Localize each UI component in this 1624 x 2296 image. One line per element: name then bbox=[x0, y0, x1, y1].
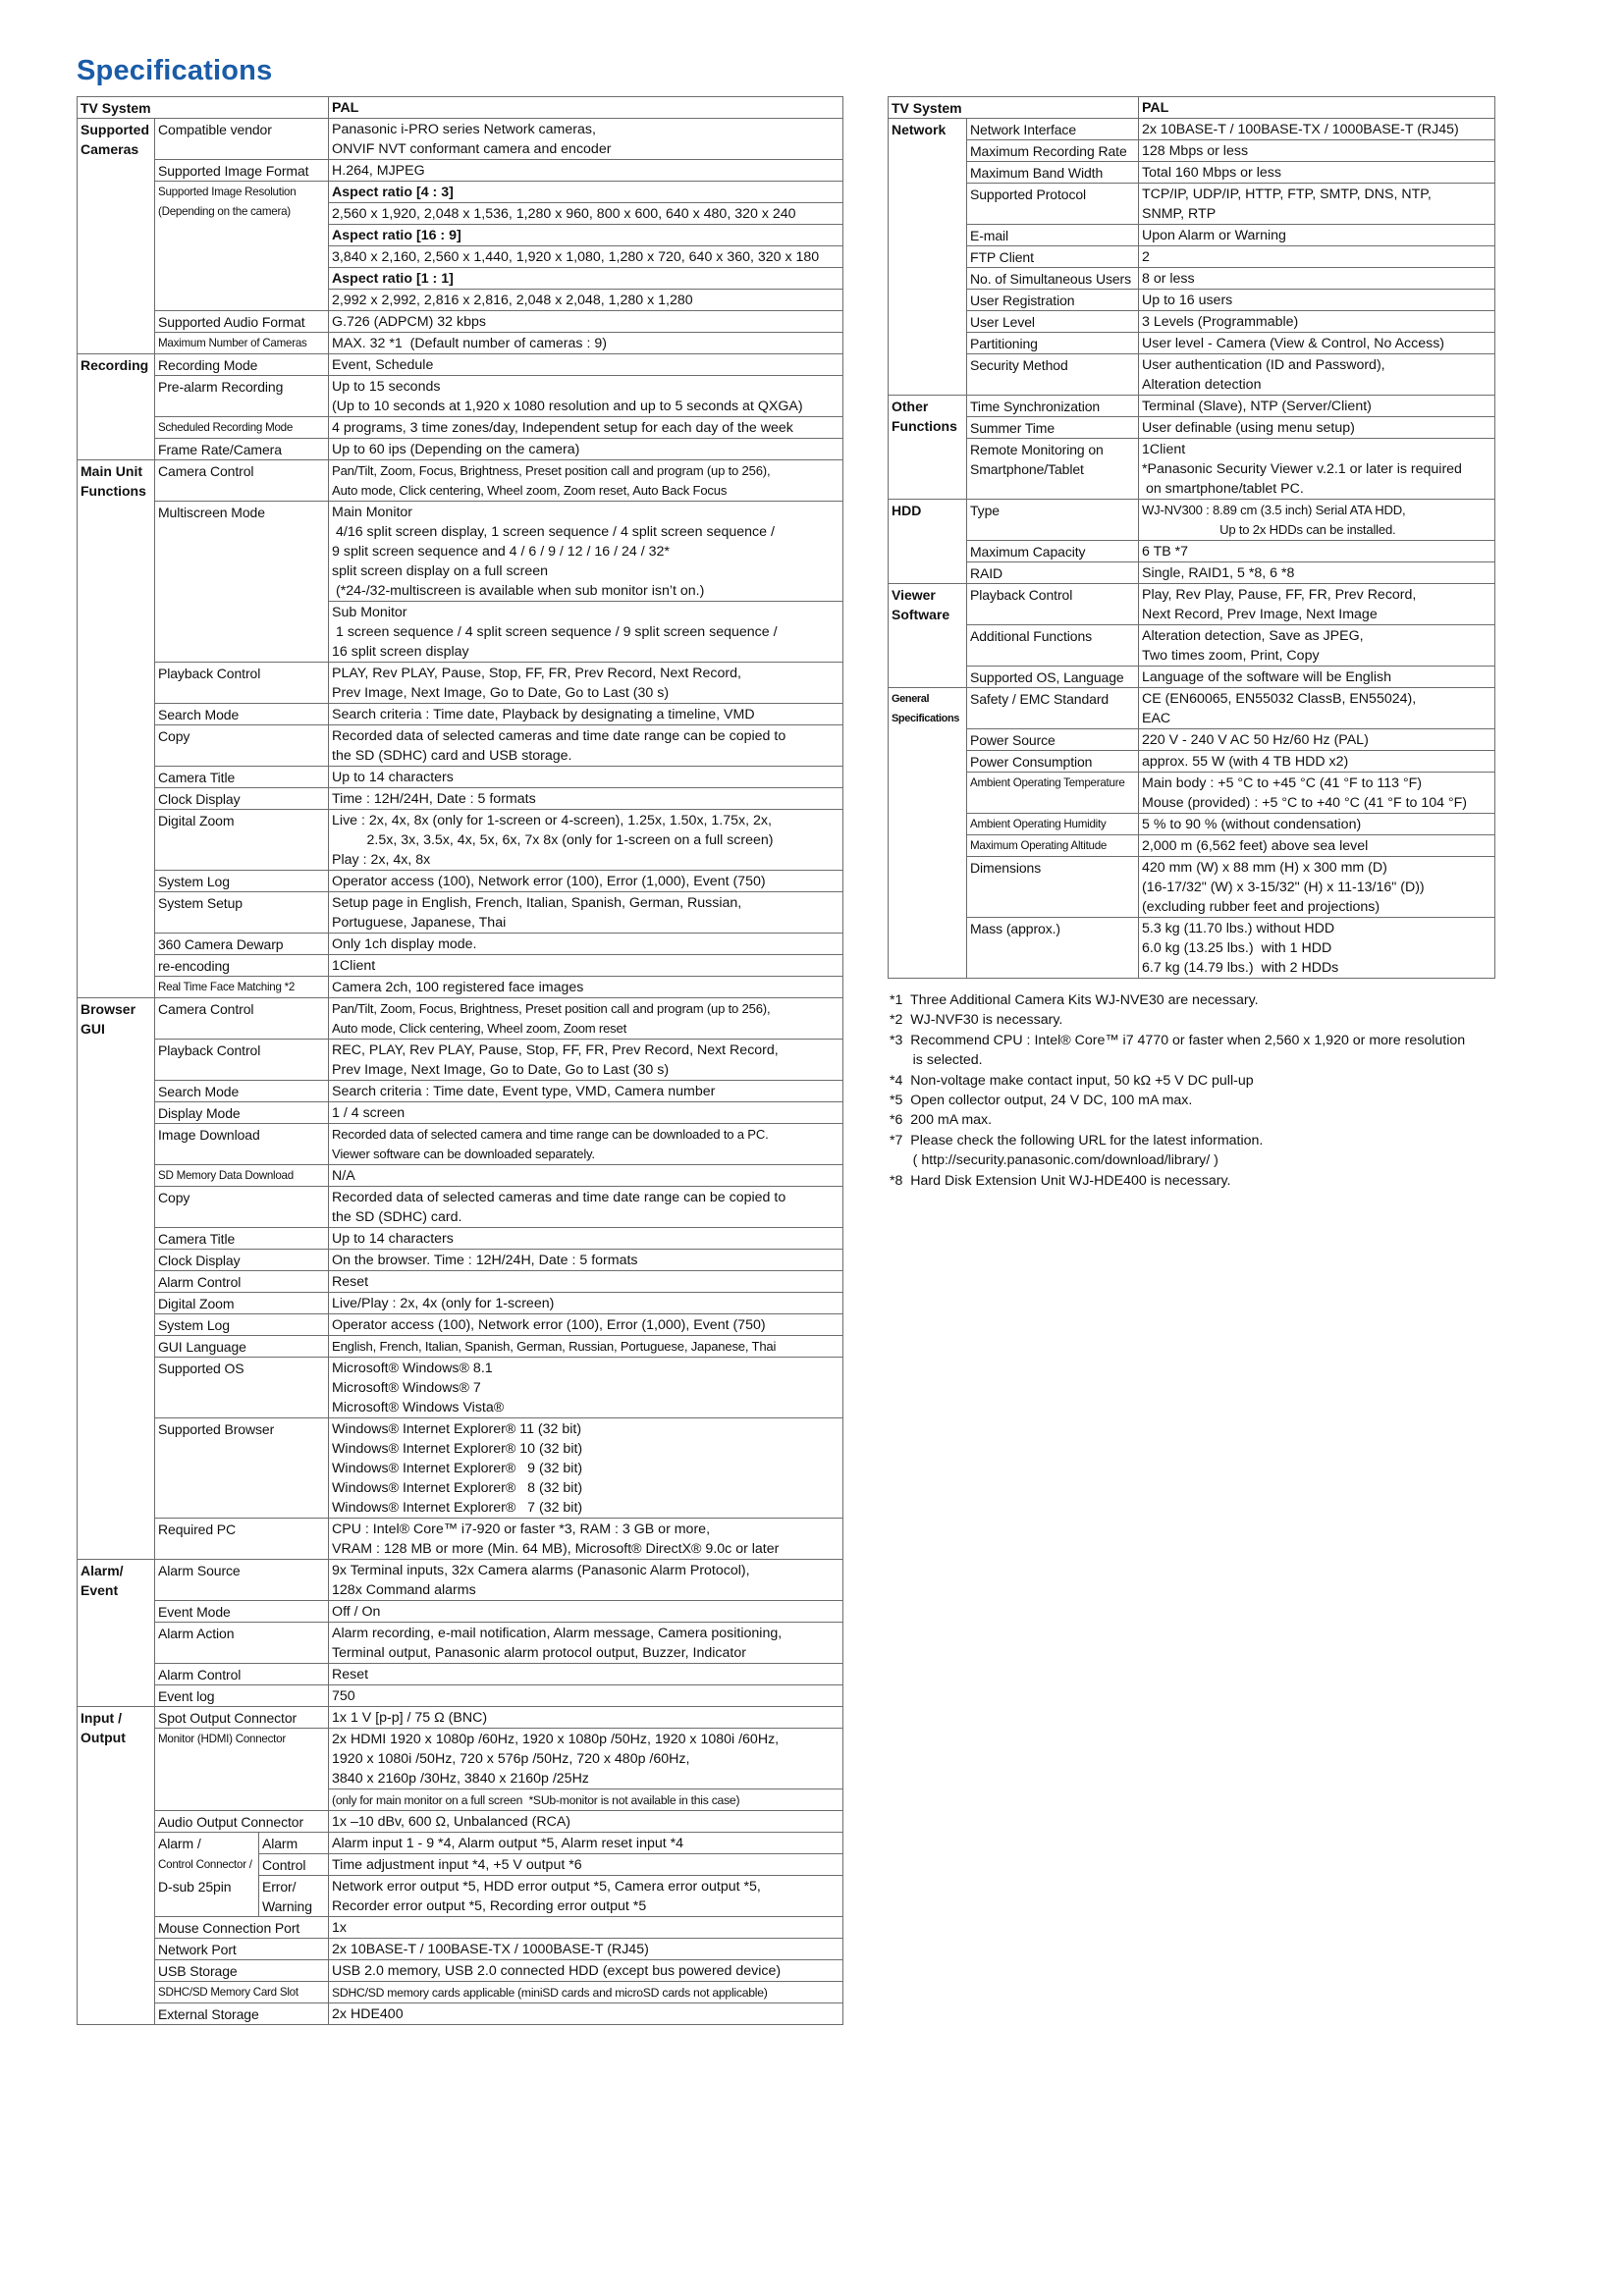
spec-label: Real Time Face Matching *2 bbox=[155, 977, 329, 998]
spec-row bbox=[78, 1250, 843, 1271]
spec-value: Aspect ratio [4 : 3] bbox=[329, 182, 843, 203]
tv-system-label: TV System bbox=[78, 97, 329, 119]
spec-row bbox=[78, 1601, 843, 1623]
page-title: Specifications bbox=[77, 55, 273, 86]
footnote: *7 Please check the following URL for the latest information. ( http://security.panasonic.com/download/library/ ) bbox=[890, 1132, 1264, 1169]
spec-row bbox=[78, 460, 843, 502]
spec-value: 2x HDE400 bbox=[329, 2003, 843, 2025]
spec-row bbox=[78, 1876, 843, 1917]
spec-label: Security Method bbox=[967, 354, 1139, 396]
spec-row bbox=[78, 1960, 843, 1982]
spec-label: USB Storage bbox=[155, 1960, 329, 1982]
footnotes bbox=[890, 990, 1498, 1191]
spec-label: Copy bbox=[155, 725, 329, 767]
spec-label: Power Source bbox=[967, 729, 1139, 751]
spec-label: Multiscreen Mode bbox=[155, 502, 329, 663]
spec-value: TCP/IP, UDP/IP, HTTP, FTP, SMTP, DNS, NTP, SNMP, RTP bbox=[1139, 184, 1495, 225]
spec-label: Maximum Operating Altitude bbox=[967, 835, 1139, 857]
spec-value: Up to 14 characters bbox=[329, 767, 843, 788]
spec-label: Playback Control bbox=[155, 1040, 329, 1081]
spec-value: Alarm input 1 - 9 *4, Alarm output *5, Alarm reset input *4 bbox=[329, 1833, 843, 1854]
spec-label: 360 Camera Dewarp bbox=[155, 934, 329, 955]
spec-label: Event log bbox=[155, 1685, 329, 1707]
spec-row bbox=[889, 541, 1495, 562]
spec-value: Off / On bbox=[329, 1601, 843, 1623]
spec-label: Partitioning bbox=[967, 333, 1139, 354]
spec-label: Time Synchronization bbox=[967, 396, 1139, 417]
footnote: *1 Three Additional Camera Kits WJ-NVE30 are necessary. bbox=[890, 992, 1259, 1008]
spec-value: Upon Alarm or Warning bbox=[1139, 225, 1495, 246]
spec-row bbox=[78, 119, 843, 160]
spec-row bbox=[78, 311, 843, 333]
connector-sub-label: Alarm bbox=[259, 1833, 329, 1854]
spec-row bbox=[78, 1358, 843, 1418]
spec-value: Alteration detection, Save as JPEG, Two times zoom, Print, Copy bbox=[1139, 625, 1495, 667]
spec-value: Operator access (100), Network error (100), Error (1,000), Event (750) bbox=[329, 1314, 843, 1336]
spec-row bbox=[78, 1664, 843, 1685]
spec-value: 1Client bbox=[329, 955, 843, 977]
spec-row bbox=[889, 268, 1495, 290]
spec-row bbox=[78, 1729, 843, 1789]
spec-value: Recorded data of selected cameras and time date range can be copied to the SD (SDHC) card and USB storage. bbox=[329, 725, 843, 767]
spec-value: 5.3 kg (11.70 lbs.) without HDD 6.0 kg (13.25 lbs.) with 1 HDD 6.7 kg (14.79 lbs.) with 2 HDDs bbox=[1139, 918, 1495, 979]
spec-value: Pan/Tilt, Zoom, Focus, Brightness, Preset position call and program (up to 256), Auto mode, Click centering, Wheel zoom, Zoom reset, Auto Back Focus bbox=[329, 460, 843, 502]
spec-row bbox=[78, 1124, 843, 1165]
spec-value: WJ-NV300 : 8.89 cm (3.5 inch) Serial ATA HDD, Up to 2x HDDs can be installed. bbox=[1139, 500, 1495, 541]
spec-value: 2x 10BASE-T / 100BASE-TX / 1000BASE-T (RJ45) bbox=[329, 1939, 843, 1960]
spec-row bbox=[78, 1623, 843, 1664]
spec-row bbox=[78, 788, 843, 810]
connector-group-label: Control Connector / bbox=[155, 1854, 259, 1876]
spec-value: CPU : Intel® Core™ i7-920 or faster *3, RAM : 3 GB or more, VRAM : 128 MB or more (Min. 64 MB), Microsoft® DirectX® 9.0c or later bbox=[329, 1519, 843, 1560]
spec-value: 9x Terminal inputs, 32x Camera alarms (Panasonic Alarm Protocol), 128x Command alarms bbox=[329, 1560, 843, 1601]
spec-value: 2x 10BASE-T / 100BASE-TX / 1000BASE-T (RJ45) bbox=[1139, 119, 1495, 140]
spec-label: Compatible vendor bbox=[155, 119, 329, 160]
spec-value: 420 mm (W) x 88 mm (H) x 300 mm (D) (16-17/32" (W) x 3-15/32" (H) x 11-13/16" (D)) (excluding rubber feet and projections) bbox=[1139, 857, 1495, 918]
spec-row bbox=[78, 417, 843, 439]
footnote: *3 Recommend CPU : Intel® Core™ i7 4770 or faster when 2,560 x 1,920 or more resolution is selected. bbox=[890, 1032, 1466, 1069]
spec-label: Ambient Operating Humidity bbox=[967, 814, 1139, 835]
connector-sub-label: Error/ Warning bbox=[259, 1876, 329, 1917]
spec-row bbox=[78, 1187, 843, 1228]
spec-row bbox=[889, 290, 1495, 311]
spec-row bbox=[889, 814, 1495, 835]
spec-value: Time adjustment input *4, +5 V output *6 bbox=[329, 1854, 843, 1876]
spec-value: Live/Play : 2x, 4x (only for 1-screen) bbox=[329, 1293, 843, 1314]
spec-row bbox=[889, 417, 1495, 439]
left-spec-table bbox=[77, 96, 843, 2025]
spec-row bbox=[889, 225, 1495, 246]
spec-row bbox=[889, 688, 1495, 729]
spec-row bbox=[889, 857, 1495, 918]
connector-sub-label: Control bbox=[259, 1854, 329, 1876]
spec-label: Image Download bbox=[155, 1124, 329, 1165]
spec-value: Play, Rev Play, Pause, FF, FR, Prev Record, Next Record, Prev Image, Next Image bbox=[1139, 584, 1495, 625]
spec-value: CE (EN60065, EN55032 ClassB, EN55024), EAC bbox=[1139, 688, 1495, 729]
spec-label: Spot Output Connector bbox=[155, 1707, 329, 1729]
tv-system-label: TV System bbox=[889, 97, 1139, 119]
spec-row bbox=[889, 584, 1495, 625]
spec-row bbox=[78, 1982, 843, 2003]
spec-row bbox=[78, 1228, 843, 1250]
spec-value: 1x –10 dBv, 600 Ω, Unbalanced (RCA) bbox=[329, 1811, 843, 1833]
spec-value: 8 or less bbox=[1139, 268, 1495, 290]
spec-row bbox=[78, 439, 843, 460]
spec-value: 3,840 x 2,160, 2,560 x 1,440, 1,920 x 1,080, 1,280 x 720, 640 x 360, 320 x 180 bbox=[329, 246, 843, 268]
connector-group-label: D-sub 25pin bbox=[155, 1876, 259, 1917]
spec-label: Summer Time bbox=[967, 417, 1139, 439]
spec-value: Search criteria : Time date, Event type, VMD, Camera number bbox=[329, 1081, 843, 1102]
spec-row bbox=[78, 1560, 843, 1601]
spec-value: Windows® Internet Explorer® 11 (32 bit) Windows® Internet Explorer® 10 (32 bit) Windows® Internet Explorer® 9 (32 bit) Windows® Internet Explorer® 8 (32 bit) Windows® Internet Explorer® 7 (32 bit) bbox=[329, 1418, 843, 1519]
spec-value: Sub Monitor 1 screen sequence / 4 split screen sequence / 9 split screen sequence / 16 split screen display bbox=[329, 602, 843, 663]
tv-system-value: PAL bbox=[329, 97, 843, 119]
spec-label: Safety / EMC Standard bbox=[967, 688, 1139, 729]
spec-value: MAX. 32 *1 (Default number of cameras : 9) bbox=[329, 333, 843, 354]
spec-label: Search Mode bbox=[155, 704, 329, 725]
spec-label: User Level bbox=[967, 311, 1139, 333]
spec-row bbox=[78, 977, 843, 998]
spec-value: 2,560 x 1,920, 2,048 x 1,536, 1,280 x 960, 800 x 600, 640 x 480, 320 x 240 bbox=[329, 203, 843, 225]
spec-value: Reset bbox=[329, 1664, 843, 1685]
spec-row bbox=[889, 119, 1495, 140]
spec-value: G.726 (ADPCM) 32 kbps bbox=[329, 311, 843, 333]
spec-label: Frame Rate/Camera bbox=[155, 439, 329, 460]
spec-value: 5 % to 90 % (without condensation) bbox=[1139, 814, 1495, 835]
spec-row bbox=[78, 354, 843, 376]
spec-row bbox=[78, 767, 843, 788]
spec-value: Network error output *5, HDD error output *5, Camera error output *5, Recorder error output *5, Recording error output *5 bbox=[329, 1876, 843, 1917]
spec-row bbox=[78, 1418, 843, 1519]
spec-row bbox=[78, 934, 843, 955]
spec-label: Supported OS, Language bbox=[967, 667, 1139, 688]
spec-value: Up to 60 ips (Depending on the camera) bbox=[329, 439, 843, 460]
footnote: *8 Hard Disk Extension Unit WJ-HDE400 is necessary. bbox=[890, 1172, 1231, 1189]
spec-value: 1Client *Panasonic Security Viewer v.2.1 or later is required on smartphone/tablet PC. bbox=[1139, 439, 1495, 500]
spec-row bbox=[78, 1519, 843, 1560]
spec-row bbox=[889, 751, 1495, 773]
spec-row bbox=[889, 439, 1495, 500]
spec-row bbox=[889, 918, 1495, 979]
spec-label: FTP Client bbox=[967, 246, 1139, 268]
category-label: Alarm/ Event bbox=[78, 1560, 155, 1707]
spec-value: USB 2.0 memory, USB 2.0 connected HDD (except bus powered device) bbox=[329, 1960, 843, 1982]
spec-value: English, French, Italian, Spanish, German, Russian, Portuguese, Japanese, Thai bbox=[329, 1336, 843, 1358]
spec-row bbox=[78, 1271, 843, 1293]
spec-value: Main Monitor 4/16 split screen display, 1 screen sequence / 4 split screen sequence / 9 split screen sequence and 4 / 6 / 9 / 12 / 16 / 24 / 32* split screen display on a full screen (*24-/32-multiscreen is available when sub monitor isn’t on.) bbox=[329, 502, 843, 602]
spec-label: RAID bbox=[967, 562, 1139, 584]
spec-value: 3 Levels (Programmable) bbox=[1139, 311, 1495, 333]
footnote: *4 Non-voltage make contact input, 50 kΩ +5 V DC pull-up bbox=[890, 1072, 1254, 1089]
spec-label: Type bbox=[967, 500, 1139, 541]
spec-label: Digital Zoom bbox=[155, 1293, 329, 1314]
spec-label: Camera Title bbox=[155, 1228, 329, 1250]
category-label: General Specifications bbox=[889, 688, 967, 979]
spec-value: Aspect ratio [16 : 9] bbox=[329, 225, 843, 246]
spec-row bbox=[78, 502, 843, 602]
spec-row bbox=[78, 1040, 843, 1081]
spec-value: Search criteria : Time date, Playback by designating a timeline, VMD bbox=[329, 704, 843, 725]
spec-value: Up to 14 characters bbox=[329, 1228, 843, 1250]
spec-label: Supported Image Resolution (Depending on the camera) bbox=[155, 182, 329, 311]
spec-label: External Storage bbox=[155, 2003, 329, 2025]
spec-row bbox=[889, 162, 1495, 184]
spec-value: approx. 55 W (with 4 TB HDD x2) bbox=[1139, 751, 1495, 773]
spec-row bbox=[889, 625, 1495, 667]
category-label: Input / Output bbox=[78, 1707, 155, 2025]
connector-group-label: Alarm / bbox=[155, 1833, 259, 1854]
category-label: Supported Cameras bbox=[78, 119, 155, 354]
spec-label: Supported Protocol bbox=[967, 184, 1139, 225]
spec-value: 2,000 m (6,562 feet) above sea level bbox=[1139, 835, 1495, 857]
spec-value: Language of the software will be English bbox=[1139, 667, 1495, 688]
spec-value: User definable (using menu setup) bbox=[1139, 417, 1495, 439]
spec-row bbox=[889, 729, 1495, 751]
spec-label: Event Mode bbox=[155, 1601, 329, 1623]
spec-row bbox=[889, 140, 1495, 162]
spec-label: Scheduled Recording Mode bbox=[155, 417, 329, 439]
spec-label: Camera Control bbox=[155, 998, 329, 1040]
spec-label: Search Mode bbox=[155, 1081, 329, 1102]
spec-value: Alarm recording, e-mail notification, Alarm message, Camera positioning, Terminal output, Panasonic alarm protocol output, Buzzer, Indicator bbox=[329, 1623, 843, 1664]
spec-label: Network Interface bbox=[967, 119, 1139, 140]
spec-row bbox=[78, 892, 843, 934]
spec-row bbox=[78, 333, 843, 354]
spec-value: Terminal (Slave), NTP (Server/Client) bbox=[1139, 396, 1495, 417]
spec-label: Ambient Operating Temperature bbox=[967, 773, 1139, 814]
spec-value: 220 V - 240 V AC 50 Hz/60 Hz (PAL) bbox=[1139, 729, 1495, 751]
spec-label: Maximum Band Width bbox=[967, 162, 1139, 184]
spec-value: REC, PLAY, Rev PLAY, Pause, Stop, FF, FR, Prev Record, Next Record, Prev Image, Next Image, Go to Date, Go to Last (30 s) bbox=[329, 1040, 843, 1081]
spec-row bbox=[78, 1917, 843, 1939]
spec-label: Power Consumption bbox=[967, 751, 1139, 773]
category-label: Network bbox=[889, 119, 967, 396]
spec-value: 1 / 4 screen bbox=[329, 1102, 843, 1124]
footnote: *6 200 mA max. bbox=[890, 1112, 993, 1129]
spec-row bbox=[78, 160, 843, 182]
spec-label: Digital Zoom bbox=[155, 810, 329, 871]
spec-label: Alarm Source bbox=[155, 1560, 329, 1601]
spec-row bbox=[78, 1314, 843, 1336]
category-label: Recording bbox=[78, 354, 155, 460]
footnote: *5 Open collector output, 24 V DC, 100 mA max. bbox=[890, 1093, 1193, 1109]
spec-value: Recorded data of selected cameras and time date range can be copied to the SD (SDHC) card. bbox=[329, 1187, 843, 1228]
spec-row bbox=[78, 376, 843, 417]
spec-value: Live : 2x, 4x, 8x (only for 1-screen or 4-screen), 1.25x, 1.50x, 1.75x, 2x, 2.5x, 3x, 3.5x, 4x, 5x, 6x, 7x 8x (only for 1-screen on a full screen) Play : 2x, 4x, 8x bbox=[329, 810, 843, 871]
spec-value: Reset bbox=[329, 1271, 843, 1293]
spec-row bbox=[78, 810, 843, 871]
spec-row bbox=[78, 1165, 843, 1187]
spec-value: H.264, MJPEG bbox=[329, 160, 843, 182]
spec-label: Maximum Number of Cameras bbox=[155, 333, 329, 354]
footnote: *2 WJ-NVF30 is necessary. bbox=[890, 1012, 1063, 1029]
spec-row bbox=[78, 725, 843, 767]
spec-label: SDHC/SD Memory Card Slot bbox=[155, 1982, 329, 2003]
spec-row bbox=[78, 1102, 843, 1124]
spec-value: 2x HDMI 1920 x 1080p /60Hz, 1920 x 1080p /50Hz, 1920 x 1080i /60Hz, 1920 x 1080i /50Hz, 720 x 576p /50Hz, 720 x 480p /60Hz, 3840 x 2160p /30Hz, 3840 x 2160p /25Hz bbox=[329, 1729, 843, 1789]
spec-row bbox=[78, 704, 843, 725]
spec-label: re-encoding bbox=[155, 955, 329, 977]
spec-value: User authentication (ID and Password), Alteration detection bbox=[1139, 354, 1495, 396]
spec-row bbox=[889, 311, 1495, 333]
spec-row bbox=[78, 1939, 843, 1960]
spec-label: Maximum Recording Rate bbox=[967, 140, 1139, 162]
spec-value: 4 programs, 3 time zones/day, Independent setup for each day of the week bbox=[329, 417, 843, 439]
spec-label: Additional Functions bbox=[967, 625, 1139, 667]
spec-row bbox=[78, 1685, 843, 1707]
spec-row bbox=[78, 663, 843, 704]
spec-row bbox=[889, 246, 1495, 268]
spec-value: N/A bbox=[329, 1165, 843, 1187]
spec-label: Network Port bbox=[155, 1939, 329, 1960]
spec-label: Alarm Control bbox=[155, 1664, 329, 1685]
spec-row bbox=[78, 1081, 843, 1102]
spec-label: Supported Audio Format bbox=[155, 311, 329, 333]
spec-row bbox=[78, 2003, 843, 2025]
spec-label: Mouse Connection Port bbox=[155, 1917, 329, 1939]
tv-system-value: PAL bbox=[1139, 97, 1495, 119]
right-spec-table bbox=[888, 96, 1495, 979]
spec-value: Only 1ch display mode. bbox=[329, 934, 843, 955]
spec-label: Playback Control bbox=[967, 584, 1139, 625]
spec-row bbox=[889, 562, 1495, 584]
spec-value: On the browser. Time : 12H/24H, Date : 5 formats bbox=[329, 1250, 843, 1271]
spec-value: 2 bbox=[1139, 246, 1495, 268]
spec-row bbox=[889, 835, 1495, 857]
spec-value: 2,992 x 2,992, 2,816 x 2,816, 2,048 x 2,048, 1,280 x 1,280 bbox=[329, 290, 843, 311]
spec-label: Alarm Control bbox=[155, 1271, 329, 1293]
spec-value: SDHC/SD memory cards applicable (miniSD cards and microSD cards not applicable) bbox=[329, 1982, 843, 2003]
spec-row bbox=[889, 773, 1495, 814]
spec-label: System Log bbox=[155, 871, 329, 892]
spec-value: 1x 1 V [p-p] / 75 Ω (BNC) bbox=[329, 1707, 843, 1729]
spec-label: Monitor (HDMI) Connector bbox=[155, 1729, 329, 1811]
spec-value: Pan/Tilt, Zoom, Focus, Brightness, Preset position call and program (up to 256), Auto mode, Click centering, Wheel zoom, Zoom reset bbox=[329, 998, 843, 1040]
spec-row bbox=[889, 354, 1495, 396]
spec-label: Alarm Action bbox=[155, 1623, 329, 1664]
spec-label: Supported Browser bbox=[155, 1418, 329, 1519]
spec-value: Total 160 Mbps or less bbox=[1139, 162, 1495, 184]
spec-row bbox=[889, 333, 1495, 354]
spec-value: Aspect ratio [1 : 1] bbox=[329, 268, 843, 290]
spec-row bbox=[78, 182, 843, 203]
category-label: Browser GUI bbox=[78, 998, 155, 1560]
category-label: Main Unit Functions bbox=[78, 460, 155, 998]
header-row bbox=[889, 97, 1495, 119]
spec-label: Required PC bbox=[155, 1519, 329, 1560]
spec-row bbox=[78, 1811, 843, 1833]
spec-value: Camera 2ch, 100 registered face images bbox=[329, 977, 843, 998]
spec-label: Pre-alarm Recording bbox=[155, 376, 329, 417]
spec-value: 750 bbox=[329, 1685, 843, 1707]
spec-row bbox=[889, 667, 1495, 688]
spec-value: User level - Camera (View & Control, No Access) bbox=[1139, 333, 1495, 354]
spec-label: System Log bbox=[155, 1314, 329, 1336]
spec-value: Up to 16 users bbox=[1139, 290, 1495, 311]
spec-label: E-mail bbox=[967, 225, 1139, 246]
spec-label: System Setup bbox=[155, 892, 329, 934]
spec-label: Display Mode bbox=[155, 1102, 329, 1124]
spec-label: Maximum Capacity bbox=[967, 541, 1139, 562]
spec-label: Camera Title bbox=[155, 767, 329, 788]
spec-value: Microsoft® Windows® 8.1 Microsoft® Windows® 7 Microsoft® Windows Vista® bbox=[329, 1358, 843, 1418]
spec-value: Up to 15 seconds (Up to 10 seconds at 1,920 x 1080 resolution and up to 5 seconds at QXGA) bbox=[329, 376, 843, 417]
spec-value: (only for main monitor on a full screen *SUb-monitor is not available in this case) bbox=[329, 1789, 843, 1811]
spec-row bbox=[889, 396, 1495, 417]
spec-label: User Registration bbox=[967, 290, 1139, 311]
category-label: HDD bbox=[889, 500, 967, 584]
spec-row bbox=[78, 1833, 843, 1854]
spec-value: Single, RAID1, 5 *8, 6 *8 bbox=[1139, 562, 1495, 584]
category-label: Other Functions bbox=[889, 396, 967, 500]
spec-value: Setup page in English, French, Italian, Spanish, German, Russian, Portuguese, Japanese, Thai bbox=[329, 892, 843, 934]
spec-label: Mass (approx.) bbox=[967, 918, 1139, 979]
spec-row bbox=[78, 1293, 843, 1314]
spec-label: Clock Display bbox=[155, 1250, 329, 1271]
spec-label: Supported OS bbox=[155, 1358, 329, 1418]
spec-row bbox=[78, 1854, 843, 1876]
spec-row bbox=[78, 1336, 843, 1358]
spec-row bbox=[889, 500, 1495, 541]
spec-row bbox=[78, 955, 843, 977]
spec-value: Time : 12H/24H, Date : 5 formats bbox=[329, 788, 843, 810]
spec-row bbox=[889, 184, 1495, 225]
spec-label: Recording Mode bbox=[155, 354, 329, 376]
spec-label: Copy bbox=[155, 1187, 329, 1228]
spec-value: 1x bbox=[329, 1917, 843, 1939]
spec-row bbox=[78, 1707, 843, 1729]
category-label: Viewer Software bbox=[889, 584, 967, 688]
spec-value: Event, Schedule bbox=[329, 354, 843, 376]
spec-label: Audio Output Connector bbox=[155, 1811, 329, 1833]
spec-row bbox=[78, 998, 843, 1040]
spec-value: PLAY, Rev PLAY, Pause, Stop, FF, FR, Prev Record, Next Record, Prev Image, Next Image, Go to Date, Go to Last (30 s) bbox=[329, 663, 843, 704]
spec-value: Panasonic i-PRO series Network cameras, ONVIF NVT conformant camera and encoder bbox=[329, 119, 843, 160]
spec-value: 128 Mbps or less bbox=[1139, 140, 1495, 162]
spec-label: No. of Simultaneous Users bbox=[967, 268, 1139, 290]
spec-label: Remote Monitoring on Smartphone/Tablet bbox=[967, 439, 1139, 500]
spec-label: GUI Language bbox=[155, 1336, 329, 1358]
spec-row bbox=[78, 871, 843, 892]
spec-label: Supported Image Format bbox=[155, 160, 329, 182]
spec-label: SD Memory Data Download bbox=[155, 1165, 329, 1187]
spec-value: 6 TB *7 bbox=[1139, 541, 1495, 562]
header-row bbox=[78, 97, 843, 119]
spec-value: Operator access (100), Network error (100), Error (1,000), Event (750) bbox=[329, 871, 843, 892]
spec-label: Clock Display bbox=[155, 788, 329, 810]
spec-label: Playback Control bbox=[155, 663, 329, 704]
spec-label: Camera Control bbox=[155, 460, 329, 502]
spec-value: Recorded data of selected camera and time range can be downloaded to a PC. Viewer software can be downloaded separately. bbox=[329, 1124, 843, 1165]
spec-value: Main body : +5 °C to +45 °C (41 °F to 113 °F) Mouse (provided) : +5 °C to +40 °C (41 °F to 104 °F) bbox=[1139, 773, 1495, 814]
spec-label: Dimensions bbox=[967, 857, 1139, 918]
